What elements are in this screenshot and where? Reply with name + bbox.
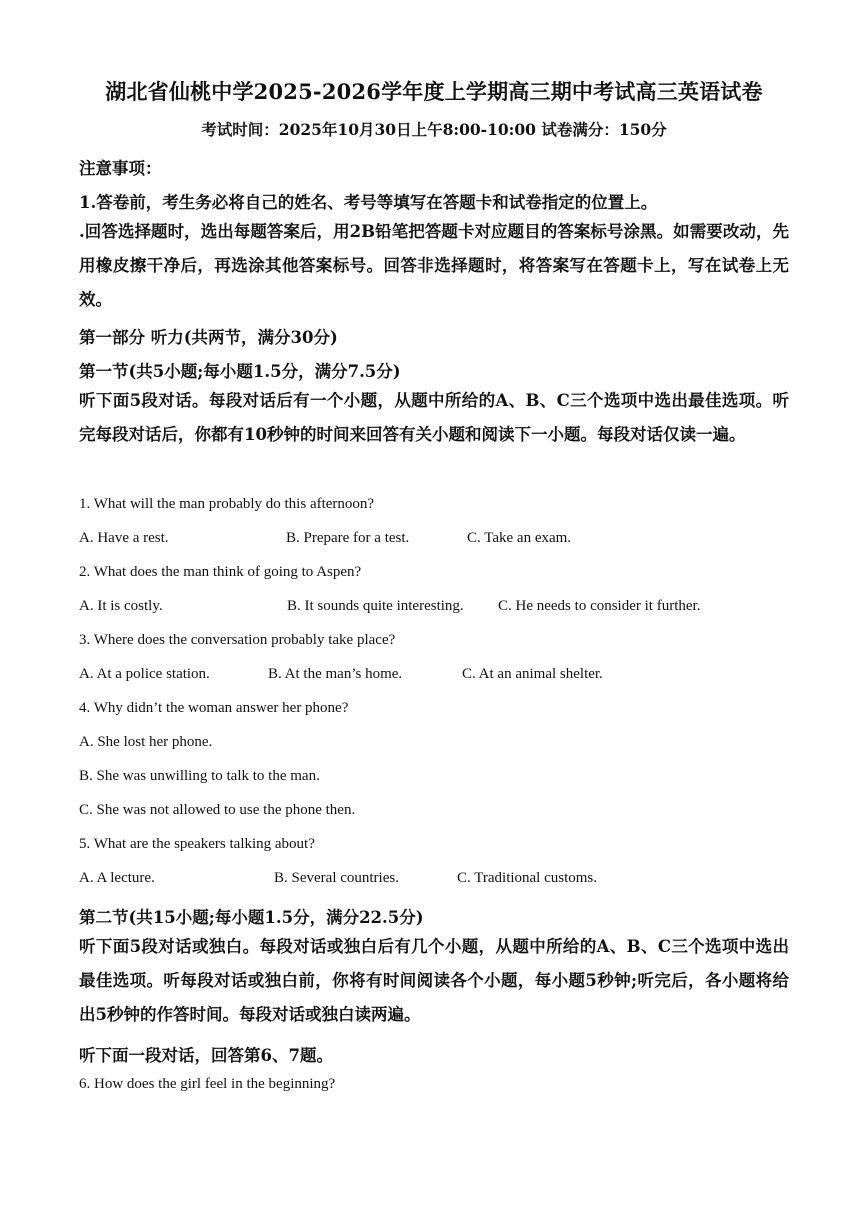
q5-option-b: B. Several countries.	[274, 870, 399, 886]
group1-instructions: 听下面一段对话，回答第6、7题。	[79, 1046, 333, 1065]
section2-instructions: 听下面5段对话或独白。每段对话或独白后有几个小题，从题中所给的A、B、C三个选项中选出最佳选项。听每段对话或独白前，你将有时间阅读各个小题，每小题5秒钟;听完后，各小题将给出5秒钟的作答时间。每段对话或独白读两遍。	[79, 937, 789, 1024]
exam-title: 湖北省仙桃中学2025-2026学年度上学期高三期中考试高三英语试卷	[105, 79, 763, 104]
q1-option-b: B. Prepare for a test.	[286, 530, 410, 546]
section1-instructions: 听下面5段对话。每段对话后有一个小题，从题中所给的A、B、C三个选项中选出最佳选项。听完每段对话后，你都有10秒钟的时间来回答有关小题和阅读下一小题。每段对话仅读一遍。	[79, 391, 789, 444]
section1-heading: 第一节(共5小题;每小题1.5分，满分7.5分)	[79, 362, 401, 381]
q4-option-a: A. She lost her phone.	[79, 734, 213, 750]
question-1: 1. What will the man probably do this afternoon?	[79, 496, 375, 512]
question-4: 4. Why didn’t the woman answer her phone?	[79, 700, 349, 716]
q2-option-c: C. He needs to consider it further.	[498, 598, 701, 614]
question-5: 5. What are the speakers talking about?	[79, 836, 315, 852]
question-6: 6. How does the girl feel in the beginning?	[79, 1076, 336, 1092]
q2-option-b: B. It sounds quite interesting.	[287, 598, 464, 614]
q3-option-c: C. At an animal shelter.	[462, 666, 603, 682]
section2-heading: 第二节(共15小题;每小题1.5分，满分22.5分)	[79, 908, 424, 927]
q1-option-a: A. Have a rest.	[79, 530, 169, 546]
question-3: 3. Where does the conversation probably take place?	[79, 632, 396, 648]
q3-option-a: A. At a police station.	[79, 666, 210, 682]
notes-item-1: 1.答卷前，考生务必将自己的姓名、考号等填写在答题卡和试卷指定的位置上。	[79, 193, 658, 212]
q5-option-c: C. Traditional customs.	[457, 870, 598, 886]
q5-option-a: A. A lecture.	[79, 870, 155, 886]
exam-time-and-score: 考试时间：2025年10月30日上午8:00-10:00 试卷满分：150分	[201, 120, 667, 139]
q2-option-a: A. It is costly.	[79, 598, 163, 614]
notes-heading: 注意事项：	[79, 159, 162, 178]
q4-option-c: C. She was not allowed to use the phone then.	[79, 802, 356, 818]
q1-option-c: C. Take an exam.	[467, 530, 572, 546]
notes-item-2: .回答选择题时，选出每题答案后，用2B铅笔把答题卡对应题目的答案标号涂黑。如需要改动，先用橡皮擦干净后，再选涂其他答案标号。回答非选择题时，将答案写在答题卡上，写在试卷上无效。	[79, 222, 789, 309]
q3-option-b: B. At the man’s home.	[268, 666, 403, 682]
part1-heading: 第一部分 听力(共两节，满分30分)	[79, 328, 338, 347]
q4-option-b: B. She was unwilling to talk to the man.	[79, 768, 320, 784]
question-2: 2. What does the man think of going to Aspen?	[79, 564, 362, 580]
